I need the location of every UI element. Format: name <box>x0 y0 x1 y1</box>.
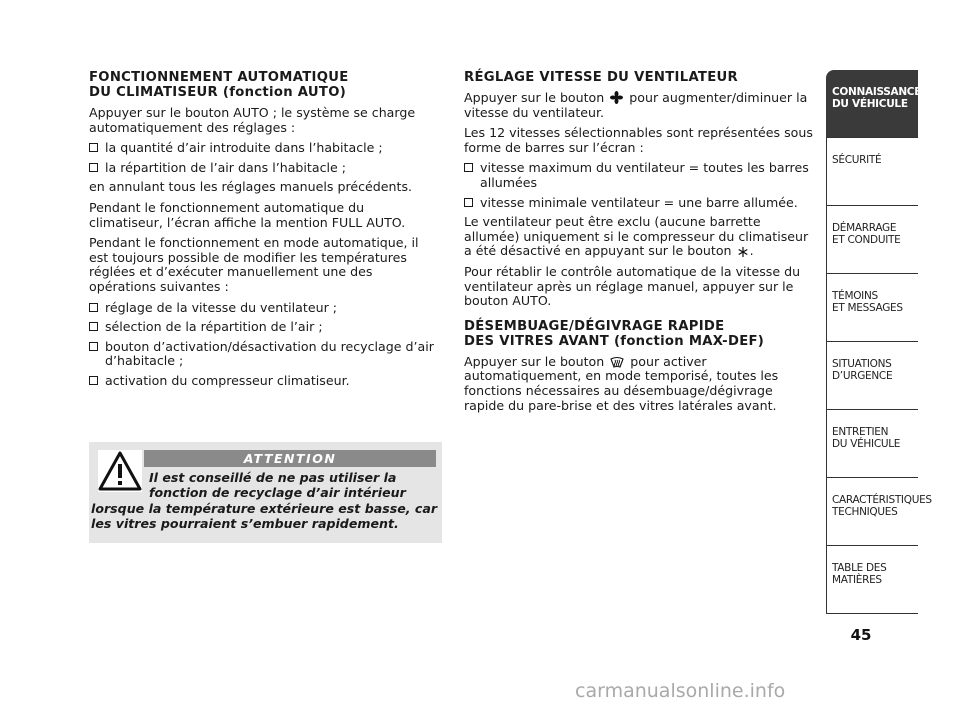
snowflake-icon <box>738 247 748 257</box>
tab-situations-urgence[interactable]: SITUATIONS D’URGENCE <box>826 342 918 410</box>
checkbox-bullet-icon <box>89 342 98 351</box>
list-item: activation du compresseur climatiseur. <box>89 374 441 389</box>
paragraph: Appuyer sur le bouton AUTO ; le système se charge automatiquement des réglages : <box>89 105 416 135</box>
fan-icon <box>610 91 623 104</box>
defrost-icon <box>610 356 624 368</box>
list-item: sélection de la répartition de l’air ; <box>89 320 441 335</box>
checkbox-bullet-icon <box>89 322 98 331</box>
warning-text: Il est conseillé de ne pas utiliser la fonction de recyclage d’air intérieur lorsque la température extérieure est basse, car les vitres pourraient s’embuer rapidement. <box>91 470 438 531</box>
paragraph: Le ventilateur peut être exclu (aucune barrette allumée) uniquement si le compresseur du climatiseur a été désactivé en appuyant sur le bouton . <box>464 214 809 259</box>
right-column <box>464 70 814 419</box>
checkbox-bullet-icon <box>89 376 98 385</box>
list-item: vitesse maximum du ventilateur = toutes les barres allumées <box>464 161 814 190</box>
paragraph: Appuyer sur le bouton pour activer automatiquement, en mode temporisé, toutes les fonctions nécessaires au désembuage/dégivrage rapide du pare-brise et des vitres latérales avant. <box>464 353 779 413</box>
tab-connaissance-vehicule[interactable]: CONNAISSANCE DU VÉHICULE <box>826 70 918 138</box>
paragraph: Pour rétablir le contrôle automatique de la vitesse du ventilateur après un réglage manuel, appuyer sur le bouton AUTO. <box>464 263 801 309</box>
checkbox-bullet-icon <box>464 198 473 207</box>
list-item: bouton d’activation/désactivation du recyclage d’air d’habitacle ; <box>89 340 441 369</box>
tab-caracteristiques-techniques[interactable]: CARACTÉRISTIQUES TECHNIQUES <box>826 478 918 546</box>
paragraph: Les 12 vitesses sélectionnables sont représentées sous forme de barres sur l’écran : <box>464 125 813 155</box>
watermark: carmanualsonline.info <box>575 680 786 702</box>
page-number: 45 <box>850 626 872 644</box>
chapter-sidebar <box>826 70 932 614</box>
heading-max-def: DÉSEMBUAGE/DÉGIVRAGE RAPIDE DES VITRES AVANT (fonction MAX-DEF) <box>464 318 765 349</box>
paragraph: en annulant tous les réglages manuels précédents. <box>89 179 413 195</box>
heading-fan-speed: RÉGLAGE VITESSE DU VENTILATEUR <box>464 70 738 85</box>
checkbox-bullet-icon <box>89 163 98 172</box>
paragraph: Pendant le fonctionnement en mode automatique, il est toujours possible de modifier les températures réglées et d’exécuter manuellement une des opérations suivantes : <box>89 235 419 294</box>
tab-securite[interactable]: SÉCURITÉ <box>826 138 918 206</box>
left-column <box>89 70 441 394</box>
list-item: la répartition de l’air dans l’habitacle ; <box>89 161 441 176</box>
checkbox-bullet-icon <box>464 163 473 172</box>
warning-box <box>89 442 442 543</box>
list-item: la quantité d’air introduite dans l’habitacle ; <box>89 141 441 156</box>
paragraph: Pendant le fonctionnement automatique du climatiseur, l’écran affiche la mention FULL AUTO. <box>89 199 406 230</box>
tab-table-matieres[interactable]: TABLE DES MATIÈRES <box>826 546 918 614</box>
paragraph: Appuyer sur le bouton pour augmenter/diminuer la vitesse du ventilateur. <box>464 90 808 120</box>
list-item: vitesse minimale ventilateur = une barre allumée. <box>464 196 814 211</box>
tab-demarrage-conduite[interactable]: DÉMARRAGE ET CONDUITE <box>826 206 918 274</box>
checkbox-bullet-icon <box>89 143 98 152</box>
list-item: réglage de la vitesse du ventilateur ; <box>89 301 441 316</box>
warning-title: ATTENTION <box>144 450 436 467</box>
checkbox-bullet-icon <box>89 303 98 312</box>
tab-entretien-vehicule[interactable]: ENTRETIEN DU VÉHICULE <box>826 410 918 478</box>
heading-auto-mode: FONCTIONNEMENT AUTOMATIQUE DU CLIMATISEUR (fonction AUTO) <box>89 70 349 100</box>
tab-temoins-messages[interactable]: TÉMOINS ET MESSAGES <box>826 274 918 342</box>
